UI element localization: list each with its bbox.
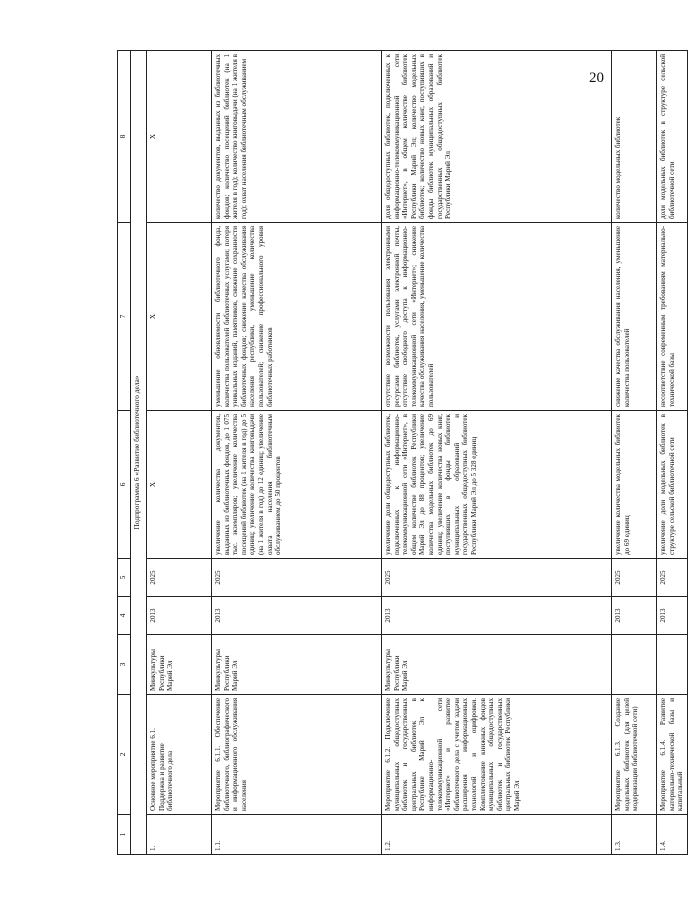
column-number: 5 (118, 559, 131, 597)
table-row (212, 51, 382, 855)
consequences: снижение качества обслуживания населения, уменьшение количества пользователей (612, 223, 657, 411)
start-year: 2013 (212, 597, 382, 635)
indicators: количество документов, выданных из библиотечных фондов; количество посещений библиотек (на 1 жителя в год); количество книговыдачи (на 1 жителя в год); охват населения библиотечным обслуживанием (212, 51, 382, 223)
start-year: 2013 (382, 597, 612, 635)
executor (612, 635, 657, 695)
consequences: отсутствие возможности пользования электронными ресурсами библиотек, услугами электронной почты, отсутствие свободного доступа к информационно-телекоммуникационной сети «Интернет»; снижение качества обслуживания населения, уменьшение количества пользователей (382, 223, 612, 411)
column-number: 2 (118, 695, 131, 815)
column-number: 3 (118, 635, 131, 695)
page-number: 20 (589, 70, 604, 86)
end-year: 2025 (147, 559, 212, 597)
row-number: 1. (147, 815, 212, 855)
activity-name: Основное мероприятие 6.1. Поддержка и развитие библиотечного дела (147, 695, 212, 815)
end-year: 2025 (382, 559, 612, 597)
expected-result: X (147, 411, 212, 559)
column-number: 1 (118, 815, 131, 855)
expected-result: увеличение количества модельных библиотек до 69 единиц (612, 411, 657, 559)
row-number: 1.4. (657, 815, 688, 855)
consequences: X (147, 223, 212, 411)
activities-table (117, 50, 688, 855)
table-row (382, 51, 612, 855)
table-row (147, 51, 212, 855)
subprogram-title-row (131, 51, 147, 855)
start-year: 2013 (612, 597, 657, 635)
start-year: 2013 (147, 597, 212, 635)
end-year: 2025 (612, 559, 657, 597)
expected-result: увеличение количества документов, выданных из библиотечных фондов, до 1 075 тыс. экземпляров; увеличение количества посещений библиотек (на 1 жителя в год) до 5 единиц; увеличение количества книговыдачи (на 1 жителя в год) до 12 единиц; увеличение охвата населения библиотечным обслуживанием до 50 процентов (212, 411, 382, 559)
consequences: несоответствие современным требованиям материально-технической базы (657, 223, 688, 411)
expected-result: увеличение доли модельных библиотек в структуре сельской библиотечной сети (657, 411, 688, 559)
end-year: 2025 (657, 559, 688, 597)
column-number-row (118, 51, 131, 855)
activity-name: Мероприятие 6.1.1. Обеспечение библиотечного, библиографического и информационного обслуживания населения (212, 695, 382, 815)
column-number: 6 (118, 411, 131, 559)
indicators: X (147, 51, 212, 223)
row-number: 1.3. (612, 815, 657, 855)
column-number: 7 (118, 223, 131, 411)
executor: Минкультуры Республики Марий Эл (212, 635, 382, 695)
consequences: уменьшение обновляемости библиотечного фонда, количества пользователей библиотечных услугами; потеря уникальных изданий, памятников, снижение сохранности библиотечных фондов; снижение качества обслуживания населения республики, уменьшение количества пользователей; снижение профессионального уровня библиотечных работников (212, 223, 382, 411)
row-number: 1.1. (212, 815, 382, 855)
expected-result: увеличение доли общедоступных библиотек, подключенных к информационно-телекоммуникационной сети «Интернет», в общем количестве библиотек Республики Марий Эл до 88 процентов; увеличение количества модельных библиотек до 69 единиц; увеличение количества новых книг, поступивших в фонды библиотек муниципальных образований и государственных общедоступных библиотек Республики Марий Эл до 5 328 единиц (382, 411, 612, 559)
executor (657, 635, 688, 695)
indicators: доля модельных библиотек в структуре сельской библиотечной сети (657, 51, 688, 223)
executor: Минкультуры Республики Марий Эл (147, 635, 212, 695)
column-number: 8 (118, 51, 131, 223)
subprogram-title: Подпрограмма 6 «Развитие библиотечного дела» (131, 51, 147, 855)
table-row (612, 51, 657, 855)
activity-name: Мероприятие 6.1.3. Создание модельных библиотек (для целей модернизации библиотечной сети) (612, 695, 657, 815)
indicators: доля общедоступных библиотек, подключенных к информационно-телекоммуникационной сети «Интернет», в общем количестве библиотек Республики Марий Эл; количество модельных библиотек; количество новых книг, поступивших в фонды библиотек муниципальных образований и государственных общедоступных библиотек Республики Марий Эл (382, 51, 612, 223)
rotated-table-sheet (117, 51, 685, 855)
row-number: 1.2. (382, 815, 612, 855)
column-number: 4 (118, 597, 131, 635)
activity-name: Мероприятие 6.1.4. Развитие материально-технической базы и капитальный (657, 695, 688, 815)
table-row (657, 51, 688, 855)
activity-name: Мероприятие 6.1.2. Подключение муниципальных общедоступных библиотек и государственных центральных библиотек в Республике Марий Эл к информационно-телекоммуникационной сети «Интернет» и развитие библиотечного дела с учетом задачи расширения информационных технологий и оцифровки. Комплектование книжных фондов муниципальных общедоступных библиотек и государственных центральных библиотек Республики Марий Эл (382, 695, 612, 815)
executor: Минкультуры Республики Марий Эл (382, 635, 612, 695)
start-year: 2013 (657, 597, 688, 635)
indicators: количество модельных библиотек (612, 51, 657, 223)
end-year: 2025 (212, 559, 382, 597)
